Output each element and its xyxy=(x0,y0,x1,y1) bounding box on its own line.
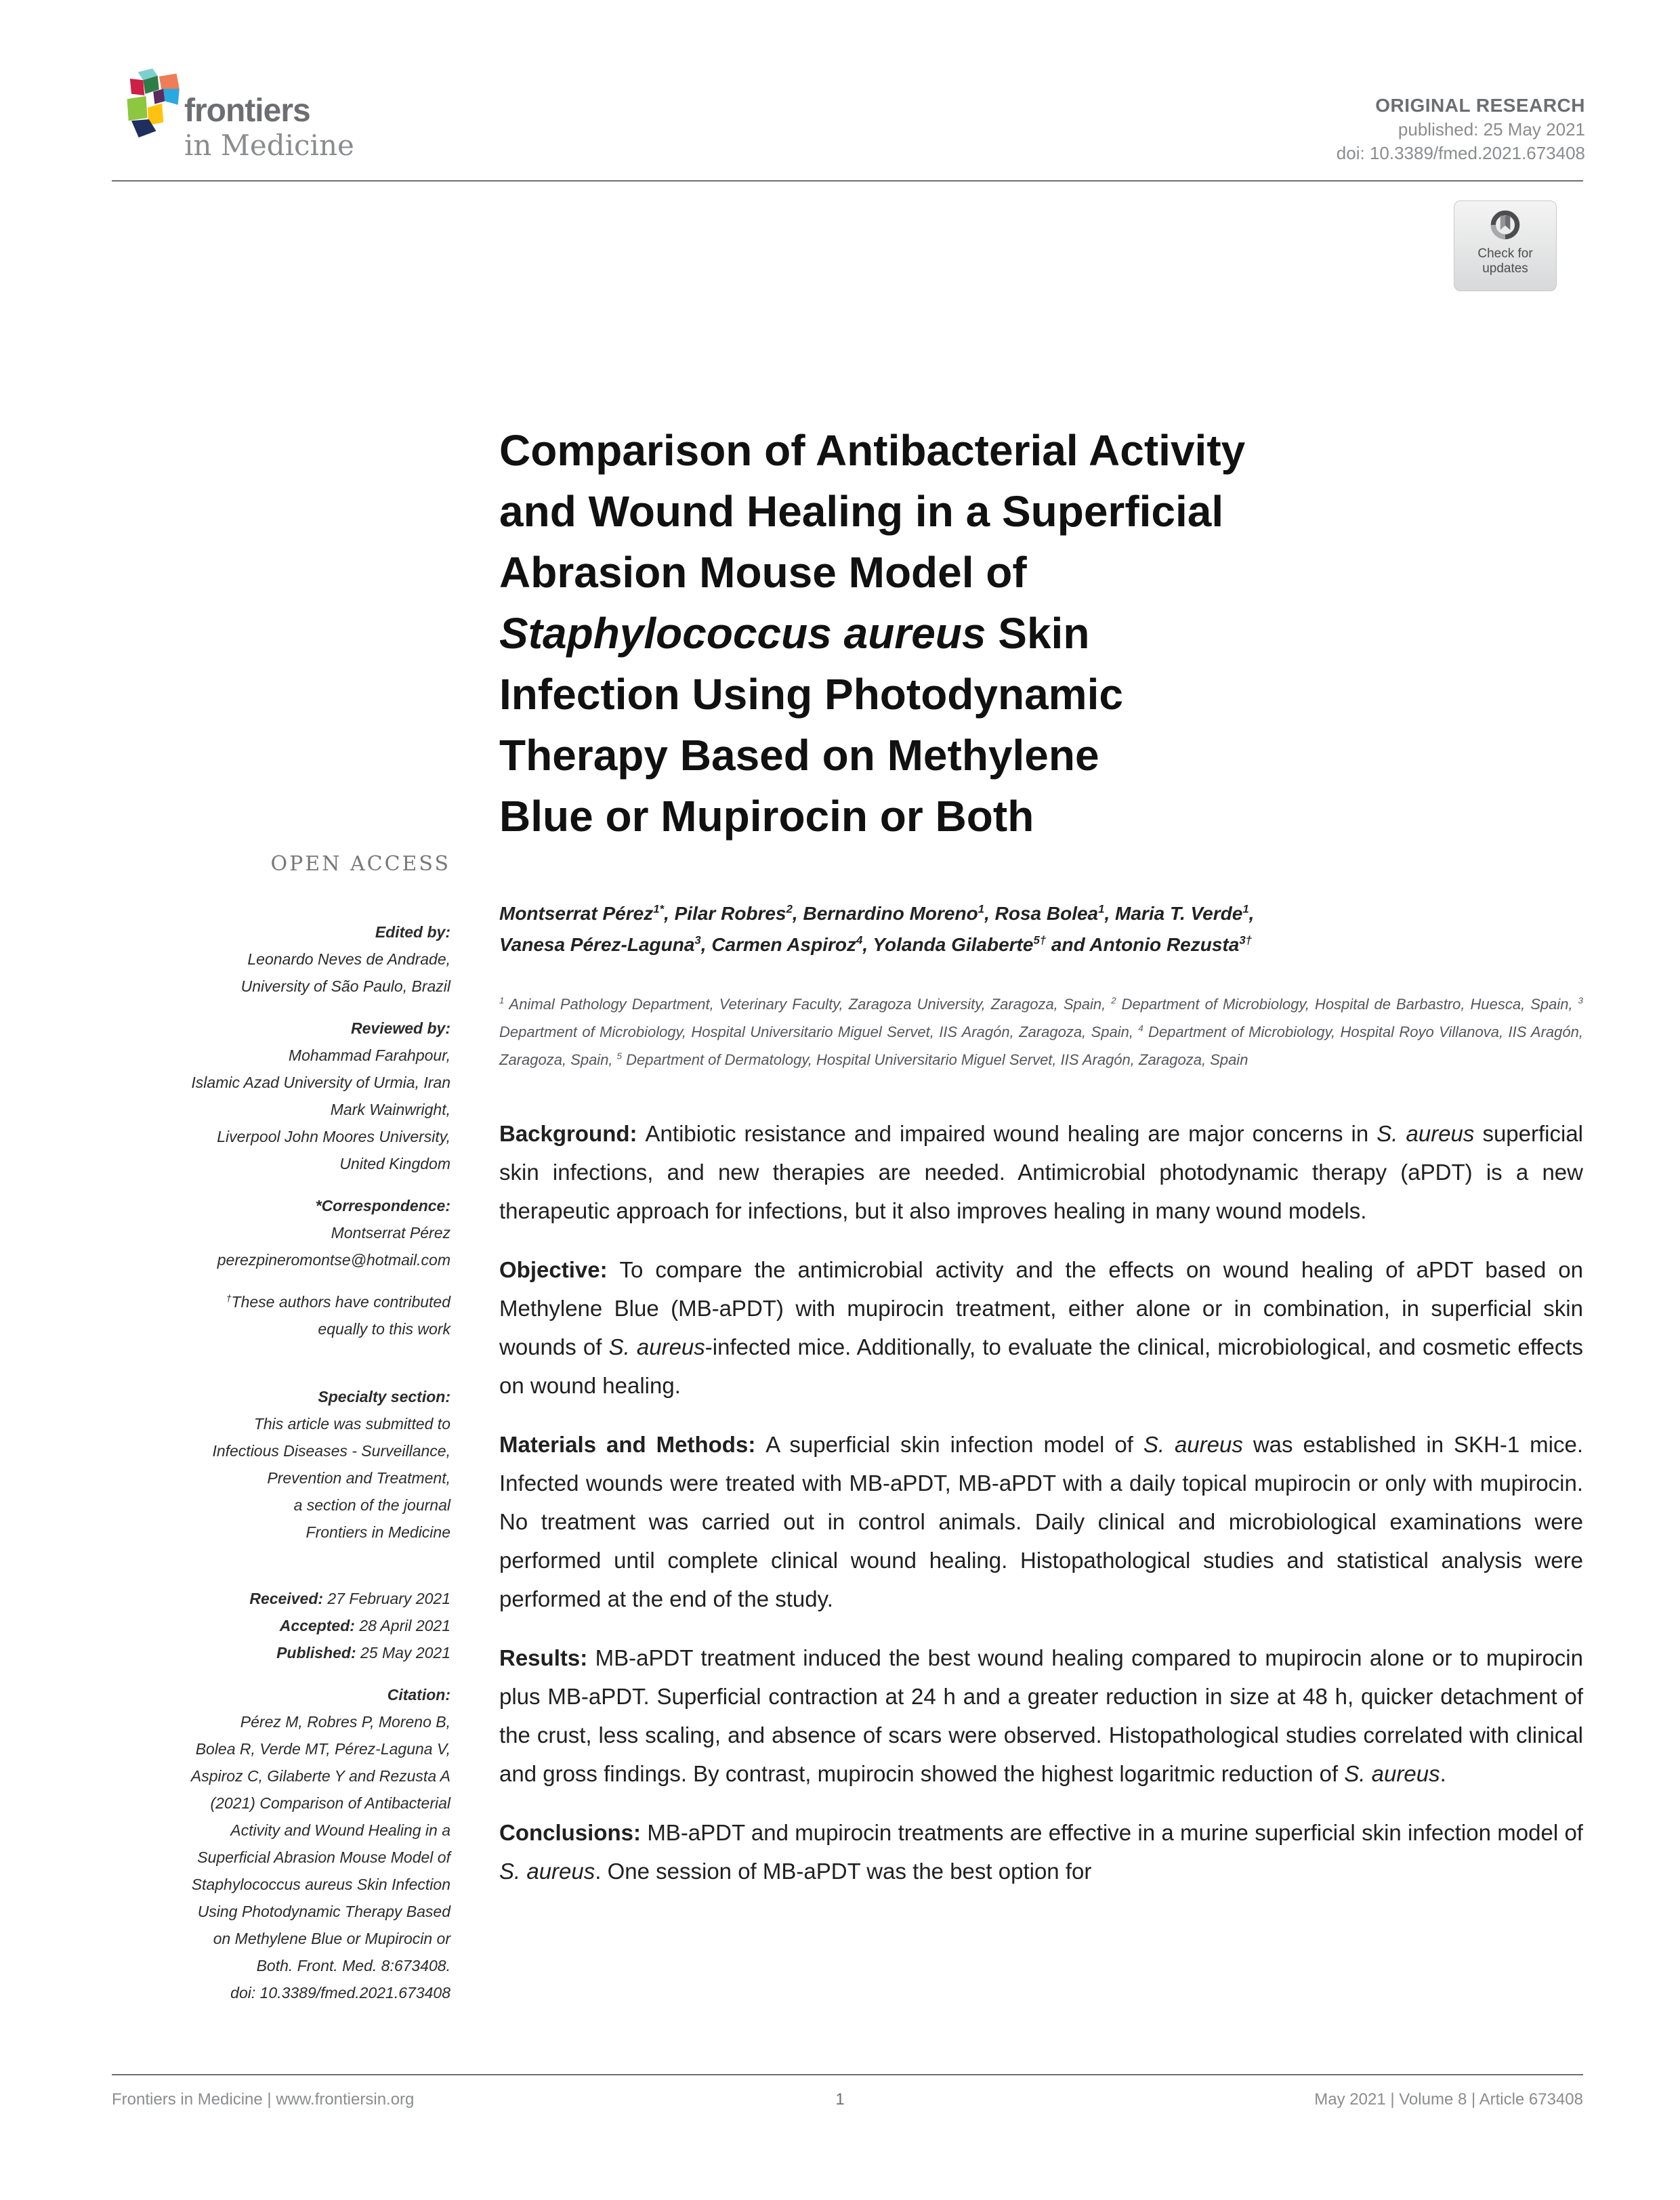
logo-cube xyxy=(130,79,144,96)
footer-divider xyxy=(112,2074,1583,2075)
abstract-conclusions: Conclusions: MB-aPDT and mupirocin treatments are effective in a murine superficial skin infection model of S. aureus. One session of MB-aPDT was the best option for xyxy=(499,1820,1583,1884)
edited-by-lines: Leonardo Neves de Andrade, University of São Paulo, Brazil xyxy=(240,950,450,995)
article-sidebar xyxy=(112,851,450,2021)
correspondence-block xyxy=(112,1192,450,1273)
article-type-label: ORIGINAL RESEARCH xyxy=(1375,95,1585,116)
abstract-materials-methods: Materials and Methods: A superficial skin infection model of S. aureus was established in SKH-1 mice. Infected wounds were treated with MB-aPDT, MB-aPDT with a daily topical mupirocin or only with mupirocin. No treatment was carried out in control animals. Daily clinical and microbiological examinations were performed until complete clinical wound healing. Histopathological studies and statistical analysis were performed at the end of the study. xyxy=(499,1432,1584,1611)
logo-cube xyxy=(163,89,180,105)
history-dates-block xyxy=(112,1585,450,1666)
equal-contribution-block xyxy=(112,1288,450,1342)
correspondence-label: *Correspondence: xyxy=(315,1197,450,1214)
correspondence-lines[interactable]: Montserrat Pérez perezpineromontse@hotmail.com xyxy=(217,1224,450,1269)
abstract-background: Background: Antibiotic resistance and impaired wound healing are major concerns in S. aureus superficial skin infections, and new therapies are needed. Antimicrobial photodynamic therapy (aPDT) is a new therapeutic approach for infections, but it also improves healing in many wound models. xyxy=(499,1121,1584,1223)
footer-issue-info: May 2021 | Volume 8 | Article 673408 xyxy=(1314,2090,1583,2109)
check-updates-label-2: updates xyxy=(1482,261,1528,276)
article-title: Comparison of Antibacterial Activity and Wound Healing in a Superficial Abrasion Mouse Model of Staphylococcus aureus Skin Infection Using Photodynamic Therapy Based on Methylene Blue or Mupirocin or Both xyxy=(499,426,1246,841)
specialty-section-label: Specialty section: xyxy=(318,1388,450,1405)
check-for-updates-button[interactable] xyxy=(1454,200,1557,291)
open-access-label: OPEN ACCESS xyxy=(270,852,450,876)
doi-link[interactable]: doi: 10.3389/fmed.2021.673408 xyxy=(1336,143,1585,163)
reviewed-by-lines: Mohammad Farahpour, Islamic Azad University of Urmia, Iran Mark Wainwright, Liverpool John Moores University, United Kingdom xyxy=(191,1046,450,1172)
affiliations: $^1$ Animal Pathology Department, Veterinary Faculty, Zaragoza University, Zaragoza, Spain, $^2$ Department of Microbiology, Hospital de Barbastro, Huesca, Spain, $^3$ Department of Microbiology, Hospital Universitario Miguel Servet, IIS Aragón, Zaragoza, Spain, $^4$ Department of Microbiology, Hospital Royo Villanova, IIS Aragón, Zaragoza, Spain, $^5$ Department of Dermatology, Hospital Universitario Miguel Servet, IIS Aragón, Zaragoza, Spain xyxy=(499,995,1583,1068)
crossmark-icon xyxy=(1487,207,1524,243)
published-date: published: 25 May 2021 xyxy=(1398,119,1585,140)
article-main-column xyxy=(499,420,1583,1911)
logo-journal-name: in Medicine xyxy=(184,129,354,162)
page-number: 1 xyxy=(835,2090,845,2109)
author-list: Montserrat Pérez$^{1*}$, Pilar Robres$^2$, Bernardino Moreno$^1$, Rosa Bolea$^1$, Maria T. Verde$^1$, Vanesa Pérez-Laguna$^3$, Carmen Aspiroz$^4$, Yolanda Gilaberte$^{5\dagger}$ and Antonio Rezusta$^{3\dagger}$ xyxy=(499,902,1255,955)
specialty-section-lines: This article was submitted to Infectious Diseases - Surveillance, Prevention and Treatment, a section of the journal Frontiers in Medicine xyxy=(212,1415,450,1541)
specialty-section-block xyxy=(112,1383,450,1546)
edited-by-block xyxy=(112,918,450,1000)
journal-logo xyxy=(184,93,354,163)
logo-cube xyxy=(153,89,165,104)
check-updates-label-1: Check for xyxy=(1477,247,1533,261)
abstract-objective: Objective: To compare the antimicrobial activity and the effects on wound healing of aPDT based on Methylene Blue (MB-aPDT) with mupirocin treatment, either alone or in combination, in superficial skin wounds of S. aureus-infected mice. Additionally, to evaluate the clinical, microbiological, and cosmetic effects on wound healing. xyxy=(499,1257,1584,1398)
header-meta-block xyxy=(881,93,1585,165)
abstract xyxy=(499,1114,1583,1890)
citation-label: Citation: xyxy=(387,1686,450,1704)
abstract-results: Results: MB-aPDT treatment induced the best wound healing compared to mupirocin alone or to mupirocin plus MB-aPDT. Superficial contraction at 24 h and a greater reduction in size at 48 h, quicker detachment of the crust, less scaling, and absence of scars were observed. Histopathological studies correlated with clinical and gross findings. By contrast, mupirocin showed the highest logaritmic reduction of S. aureus. xyxy=(499,1645,1583,1786)
logo-brand-text: frontiers xyxy=(184,93,310,129)
reviewed-by-block xyxy=(112,1015,450,1177)
header-divider xyxy=(112,180,1583,182)
reviewed-by-label: Reviewed by: xyxy=(351,1019,450,1037)
history-dates-lines: Received: 27 February 2021 Accepted: 28 April 2021 Published: 25 May 2021 xyxy=(249,1590,450,1662)
footer-journal-url[interactable]: Frontiers in Medicine | www.frontiersin.org xyxy=(112,2090,415,2109)
citation-block xyxy=(112,1681,450,2006)
citation-lines: Pérez M, Robres P, Moreno B, Bolea R, Verde MT, Pérez-Laguna V, Aspiroz C, Gilaberte Y and Rezusta A (2021) Comparison of Antibacterial Activity and Wound Healing in a Superficial Abrasion Mouse Model of Staphylococcus aureus Skin Infection Using Photodynamic Therapy Based on Methylene Blue or Mupirocin or Both. Front. Med. 8:673408. doi: 10.3389/fmed.2021.673408 xyxy=(190,1713,450,2002)
edited-by-label: Edited by: xyxy=(375,923,450,941)
equal-contribution-lines: †These authors have contributed equally to this work xyxy=(226,1293,450,1338)
logo-cube xyxy=(127,96,148,121)
